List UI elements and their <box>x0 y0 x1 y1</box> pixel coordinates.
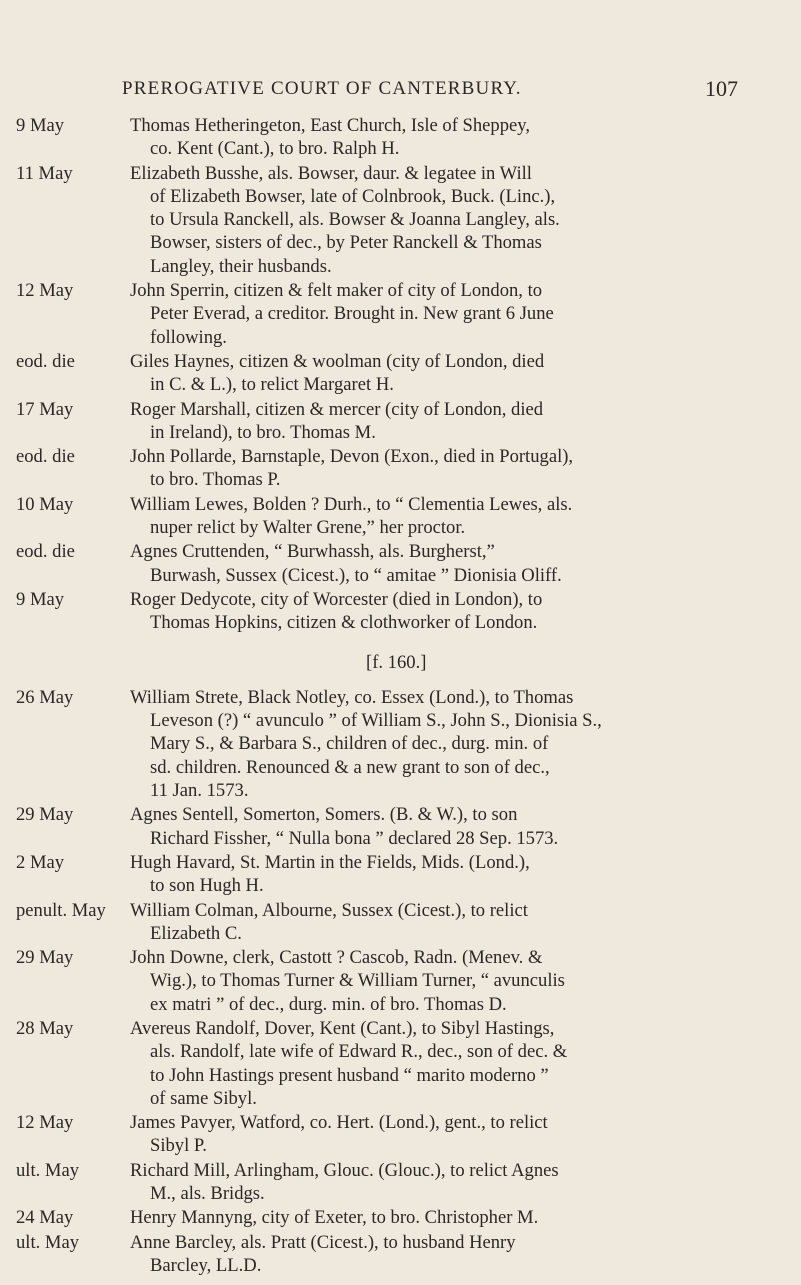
entry-line: William Strete, Black Notley, co. Essex (Lond.), to Thomas <box>130 686 574 708</box>
entry-line: to son Hugh H. <box>150 875 264 897</box>
entry-date: 26 May <box>16 686 74 708</box>
entry-date: 29 May <box>16 947 74 969</box>
entry-row <box>0 1231 801 1278</box>
entry-line: Peter Everad, a creditor. Brought in. New grant 6 June <box>150 303 554 325</box>
entry-line: Thomas Hopkins, citizen & clothworker of London. <box>150 612 538 634</box>
entry-date: penult. May <box>16 899 106 921</box>
entry-line: sd. children. Renounced & a new grant to son of dec., <box>150 756 550 778</box>
entry-row <box>0 1206 801 1229</box>
running-head: PREROGATIVE COURT OF CANTERBURY. <box>122 78 522 99</box>
entry-row <box>0 588 801 635</box>
entry-date: eod. die <box>16 541 75 563</box>
entry-date: ult. May <box>16 1231 80 1253</box>
entry-row <box>0 803 801 850</box>
entry-text <box>130 686 770 802</box>
entry-line: Thomas Hetheringeton, East Church, Isle of Sheppey, <box>130 115 531 136</box>
entry-date: eod. die <box>16 350 75 372</box>
entry-row <box>0 686 801 802</box>
folio-marker: [f. 160.] <box>366 651 427 673</box>
entry-date: 12 May <box>16 1112 74 1134</box>
entry-row <box>0 946 801 1016</box>
entry-line: Agnes Sentell, Somerton, Somers. (B. & W.), to son <box>130 804 518 826</box>
entry-text <box>130 1206 770 1229</box>
entry-line: John Pollarde, Barnstaple, Devon (Exon., died in Portugal), <box>130 446 574 468</box>
entry-date: eod. die <box>16 446 75 468</box>
entry-text <box>130 350 770 397</box>
entry-line: ex matri ” of dec., durg. min. of bro. Thomas D. <box>150 993 507 1015</box>
entry-row <box>0 851 801 898</box>
entry-line: in C. & L.), to relict Margaret H. <box>150 374 394 396</box>
entry-text <box>130 540 770 587</box>
entry-row <box>0 493 801 540</box>
entry-date: 2 May <box>16 851 65 873</box>
entry-date: 17 May <box>16 398 74 420</box>
entry-row <box>0 1111 801 1158</box>
entry-line: Wig.), to Thomas Turner & William Turner, “ avunculis <box>150 970 565 992</box>
page-header <box>0 78 801 108</box>
page-number: 107 <box>705 76 738 101</box>
entry-text <box>130 114 770 161</box>
entry-line: Roger Dedycote, city of Worcester (died in London), to <box>130 588 543 610</box>
entry-line: to bro. Thomas P. <box>150 469 281 491</box>
entry-text <box>130 398 770 445</box>
entry-line: Mary S., & Barbara S., children of dec., durg. min. of <box>150 733 549 755</box>
entry-line: Giles Haynes, citizen & woolman (city of London, died <box>130 350 545 372</box>
entry-line: co. Kent (Cant.), to bro. Ralph H. <box>150 138 400 160</box>
entry-line: als. Randolf, late wife of Edward R., dec., son of dec. & <box>150 1041 568 1063</box>
entry-line: James Pavyer, Watford, co. Hert. (Lond.), gent., to relict <box>130 1112 548 1134</box>
entry-text <box>130 803 770 850</box>
entry-text <box>130 279 770 349</box>
entry-text <box>130 162 770 278</box>
entry-line: of Elizabeth Bowser, late of Colnbrook, Buck. (Linc.), <box>150 185 556 207</box>
entry-row <box>0 540 801 587</box>
entry-row <box>0 899 801 946</box>
entry-line: Bowser, sisters of dec., by Peter Ranckell & Thomas <box>150 232 542 254</box>
entry-line: of same Sibyl. <box>150 1087 257 1109</box>
entry-row <box>0 114 801 161</box>
entry-line: Agnes Cruttenden, “ Burwhassh, als. Burgherst,” <box>130 541 495 563</box>
entry-line: Langley, their husbands. <box>150 255 332 277</box>
entry-text <box>130 899 770 946</box>
entry-row <box>0 445 801 492</box>
entry-row <box>0 350 801 397</box>
entry-line: Henry Mannyng, city of Exeter, to bro. Christopher M. <box>130 1207 539 1229</box>
entry-line: William Colman, Albourne, Sussex (Cicest.), to relict <box>130 899 528 921</box>
entry-row <box>0 398 801 445</box>
entry-row <box>0 279 801 349</box>
entry-text <box>130 445 770 492</box>
entry-date: 24 May <box>16 1207 74 1229</box>
entry-line: 11 Jan. 1573. <box>150 780 249 802</box>
entry-text <box>130 1111 770 1158</box>
entry-line: Sibyl P. <box>150 1135 207 1157</box>
entries-group-a <box>0 114 801 635</box>
entry-line: Elizabeth C. <box>150 922 242 944</box>
entry-date: 11 May <box>16 162 73 184</box>
entry-line: Roger Marshall, citizen & mercer (city of London, died <box>130 398 544 420</box>
entry-line: in Ireland), to bro. Thomas M. <box>150 421 376 443</box>
entry-line: Barcley, LL.D. <box>150 1254 262 1276</box>
entry-line: John Downe, clerk, Castott ? Cascob, Radn. (Menev. & <box>130 947 543 969</box>
entry-date: 29 May <box>16 804 74 826</box>
entry-line: Elizabeth Busshe, als. Bowser, daur. & legatee in Will <box>130 162 532 184</box>
entry-row <box>0 162 801 278</box>
entries-group-b <box>0 686 801 1277</box>
entry-text <box>130 588 770 635</box>
entry-line: to Ursula Ranckell, als. Bowser & Joanna Langley, als. <box>150 209 560 231</box>
entry-row <box>0 1159 801 1206</box>
entry-text <box>130 1159 770 1206</box>
entry-line: M., als. Bridgs. <box>150 1183 265 1205</box>
entry-line: Burwash, Sussex (Cicest.), to “ amitae ” Dionisia Oliff. <box>150 564 562 586</box>
entry-line: Hugh Havard, St. Martin in the Fields, Mids. (Lond.), <box>130 851 530 873</box>
entry-text <box>130 493 770 540</box>
entry-text <box>130 946 770 1016</box>
entry-row <box>0 1017 801 1110</box>
entry-text <box>130 1017 770 1110</box>
entry-date: ult. May <box>16 1159 80 1181</box>
entry-text <box>130 851 770 898</box>
entry-line: John Sperrin, citizen & felt maker of city of London, to <box>130 280 543 302</box>
entry-line: Anne Barcley, als. Pratt (Cicest.), to husband Henry <box>130 1231 516 1253</box>
entry-date: 28 May <box>16 1017 74 1039</box>
entry-date: 9 May <box>16 588 65 610</box>
entry-line: Avereus Randolf, Dover, Kent (Cant.), to Sibyl Hastings, <box>130 1017 555 1039</box>
entry-date: 9 May <box>16 115 65 136</box>
entry-line: William Lewes, Bolden ? Durh., to “ Clementia Lewes, als. <box>130 493 573 515</box>
entry-line: to John Hastings present husband “ marito moderno ” <box>150 1064 549 1086</box>
entry-line: Richard Fissher, “ Nulla bona ” declared 28 Sep. 1573. <box>150 827 559 849</box>
entries-list <box>0 114 801 1278</box>
entry-line: nuper relict by Walter Grene,” her proctor. <box>150 517 466 539</box>
entry-line: Leveson (?) “ avunculo ” of William S., John S., Dionisia S., <box>150 710 602 732</box>
entry-text <box>130 1231 770 1278</box>
entry-line: Richard Mill, Arlingham, Glouc. (Glouc.), to relict Agnes <box>130 1159 559 1181</box>
entry-line: following. <box>150 326 227 348</box>
entry-date: 10 May <box>16 493 74 515</box>
entry-date: 12 May <box>16 280 74 302</box>
